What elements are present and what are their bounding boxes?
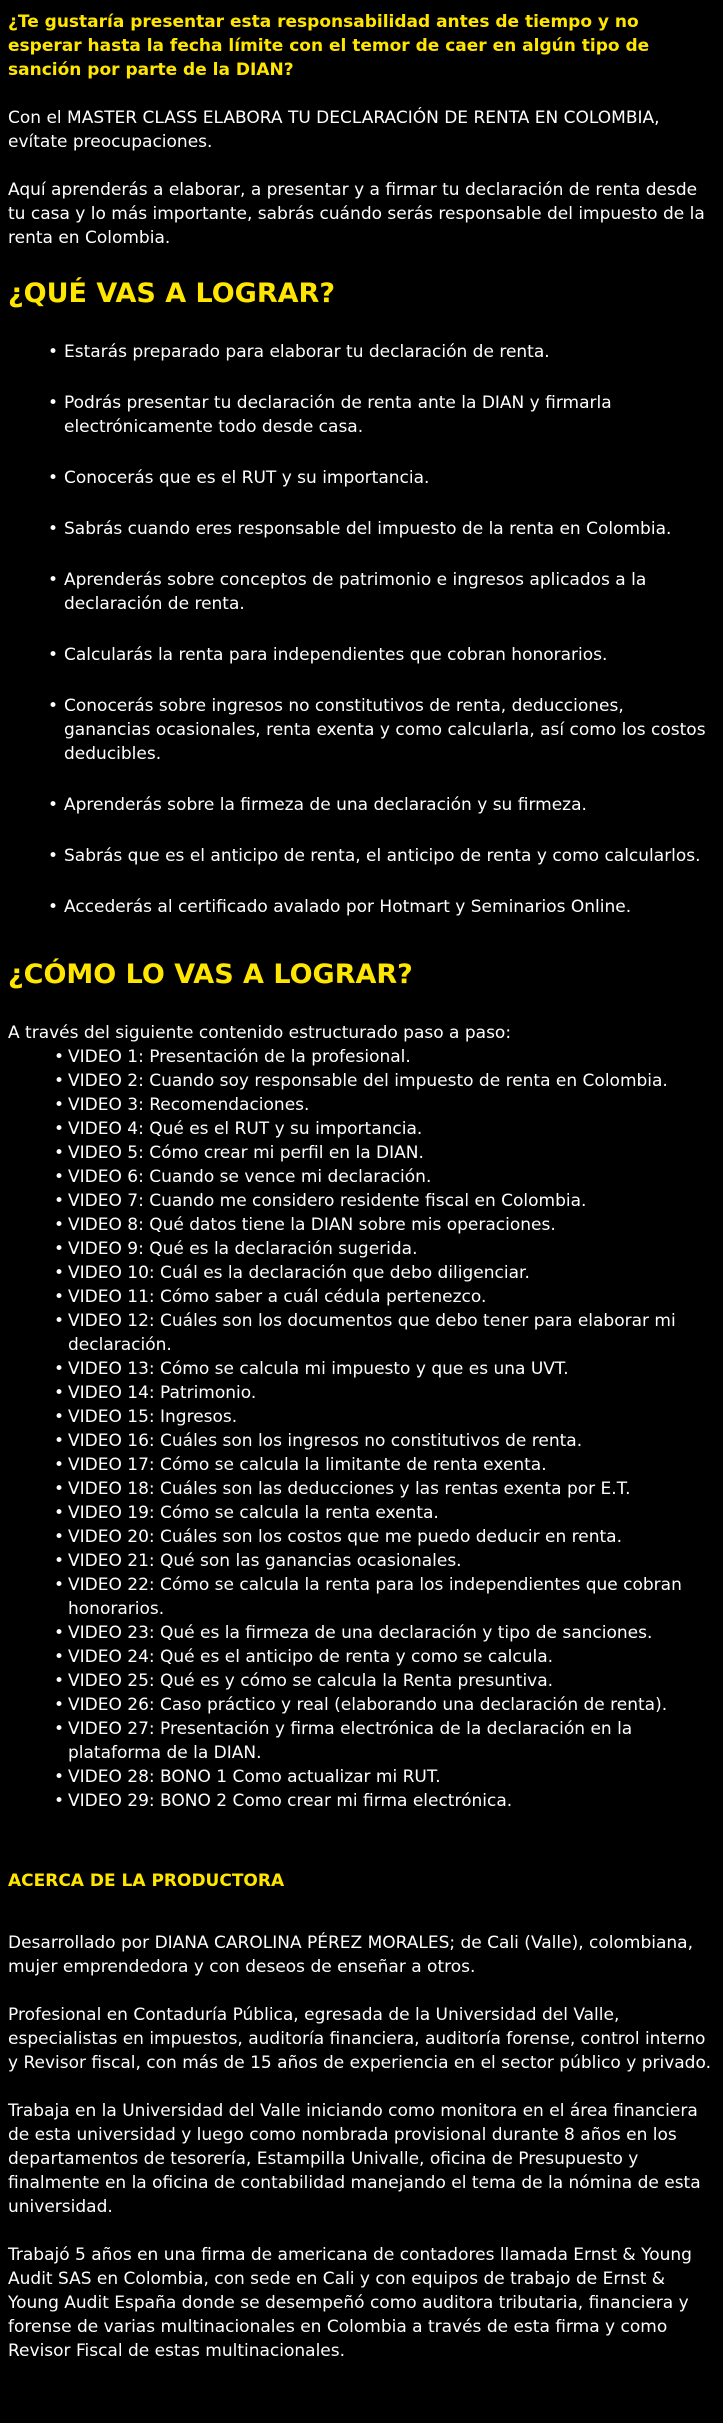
video-item: • VIDEO 3: Recomendaciones.: [54, 1093, 715, 1117]
videos-list: [8, 1045, 715, 1813]
video-item: • VIDEO 11: Cómo saber a cuál cédula pertenezco.: [54, 1285, 715, 1309]
video-item: • VIDEO 15: Ingresos.: [54, 1405, 715, 1429]
video-item: • VIDEO 10: Cuál es la declaración que debo diligenciar.: [54, 1261, 715, 1285]
goal-item: • Aprenderás sobre la firmeza de una declaración y su firmeza.: [48, 793, 715, 817]
video-item: • VIDEO 22: Cómo se calcula la renta para los independientes que cobran honorarios.: [54, 1573, 715, 1621]
video-item: • VIDEO 8: Qué datos tiene la DIAN sobre mis operaciones.: [54, 1213, 715, 1237]
video-item: • VIDEO 17: Cómo se calcula la limitante de renta exenta.: [54, 1453, 715, 1477]
video-item: • VIDEO 29: BONO 2 Como crear mi firma electrónica.: [54, 1789, 715, 1813]
video-item: • VIDEO 19: Cómo se calcula la renta exenta.: [54, 1501, 715, 1525]
video-item: • VIDEO 27: Presentación y firma electrónica de la declaración en la plataforma de la DIAN.: [54, 1717, 715, 1765]
steps-intro: A través del siguiente contenido estructurado paso a paso:: [8, 1023, 512, 1043]
goal-item: • Sabrás cuando eres responsable del impuesto de la renta en Colombia.: [48, 517, 715, 541]
video-item: • VIDEO 26: Caso práctico y real (elaborando una declaración de renta).: [54, 1693, 715, 1717]
goal-item: • Sabrás que es el anticipo de renta, el anticipo de renta y como calcularlos.: [48, 844, 715, 868]
about-paragraph: Desarrollado por DIANA CAROLINA PÉREZ MORALES; de Cali (Valle), colombiana, mujer emprendedora y con deseos de enseñar a otros.: [8, 1933, 693, 1977]
goal-item: • Accederás al certificado avalado por Hotmart y Seminarios Online.: [48, 895, 715, 919]
goal-item: • Aprenderás sobre conceptos de patrimonio e ingresos aplicados a la declaración de renta.: [48, 568, 715, 616]
video-item: • VIDEO 23: Qué es la firmeza de una declaración y tipo de sanciones.: [54, 1621, 715, 1645]
about-heading: ACERCA DE LA PRODUCTORA: [8, 1871, 285, 1891]
goal-item: • Conocerás que es el RUT y su importancia.: [48, 466, 715, 490]
intro-paragraph-1: Con el MASTER CLASS ELABORA TU DECLARACIÓN DE RENTA EN COLOMBIA, evítate preocupaciones.: [8, 108, 660, 152]
goals-list: [8, 340, 715, 919]
video-item: • VIDEO 21: Qué son las ganancias ocasionales.: [54, 1549, 715, 1573]
video-item: • VIDEO 28: BONO 1 Como actualizar mi RUT.: [54, 1765, 715, 1789]
video-item: • VIDEO 2: Cuando soy responsable del impuesto de renta en Colombia.: [54, 1069, 715, 1093]
about-paragraph: Trabajó 5 años en una firma de americana de contadores llamada Ernst & Young Audit SAS en Colombia, con sede en Cali y con equipos de trabajo de Ernst & Young Audit España donde se desempeñó como auditora tributaria, financiera y forense de varias multinacionales en Colombia a través de esta firma y como Revisor Fiscal de estas multinacionales.: [8, 2245, 692, 2361]
video-item: • VIDEO 18: Cuáles son las deducciones y las rentas exenta por E.T.: [54, 1477, 715, 1501]
video-item: • VIDEO 9: Qué es la declaración sugerida.: [54, 1237, 715, 1261]
goal-item: • Estarás preparado para elaborar tu declaración de renta.: [48, 340, 715, 364]
about-section: [8, 1931, 715, 2363]
video-item: • VIDEO 25: Qué es y cómo se calcula la Renta presuntiva.: [54, 1669, 715, 1693]
video-item: • VIDEO 13: Cómo se calcula mi impuesto y que es una UVT.: [54, 1357, 715, 1381]
about-paragraph: Profesional en Contaduría Pública, egresada de la Universidad del Valle, especialistas en impuestos, auditoría financiera, auditoría forense, control interno y Revisor fiscal, con más de 15 años de experiencia en el sector público y privado.: [8, 2005, 711, 2073]
video-item: • VIDEO 6: Cuando se vence mi declaración.: [54, 1165, 715, 1189]
video-item: • VIDEO 12: Cuáles son los documentos que debo tener para elaborar mi declaración.: [54, 1309, 715, 1357]
goal-item: • Calcularás la renta para independientes que cobran honorarios.: [48, 643, 715, 667]
video-item: • VIDEO 5: Cómo crear mi perfil en la DIAN.: [54, 1141, 715, 1165]
video-item: • VIDEO 14: Patrimonio.: [54, 1381, 715, 1405]
steps-heading: ¿CÓMO LO VAS A LOGRAR?: [8, 959, 413, 990]
video-item: • VIDEO 20: Cuáles son los costos que me puedo deducir en renta.: [54, 1525, 715, 1549]
about-paragraph: Trabaja en la Universidad del Valle iniciando como monitora en el área financiera de esta universidad y luego como nombrada provisional durante 8 años en los departamentos de tesorería, Estampilla Univalle, oficina de Presupuesto y finalmente en la oficina de contabilidad manejando el tema de la nómina de esta universidad.: [8, 2101, 701, 2217]
video-item: • VIDEO 24: Qué es el anticipo de renta y como se calcula.: [54, 1645, 715, 1669]
goals-heading: ¿QUÉ VAS A LOGRAR?: [8, 278, 335, 309]
goal-item: • Conocerás sobre ingresos no constitutivos de renta, deducciones, ganancias ocasionales, renta exenta y como calcularla, así como los costos deducibles.: [48, 694, 715, 766]
video-item: • VIDEO 7: Cuando me considero residente fiscal en Colombia.: [54, 1189, 715, 1213]
intro-paragraph-2: Aquí aprenderás a elaborar, a presentar y a firmar tu declaración de renta desde tu casa y lo más importante, sabrás cuándo serás responsable del impuesto de la renta en Colombia.: [8, 180, 705, 248]
video-item: • VIDEO 4: Qué es el RUT y su importancia.: [54, 1117, 715, 1141]
goal-item: • Podrás presentar tu declaración de renta ante la DIAN y firmarla electrónicamente todo desde casa.: [48, 391, 715, 439]
intro-question: ¿Te gustaría presentar esta responsabilidad antes de tiempo y no esperar hasta la fecha límite con el temor de caer en algún tipo de sanción por parte de la DIAN?: [8, 12, 650, 80]
video-item: • VIDEO 16: Cuáles son los ingresos no constitutivos de renta.: [54, 1429, 715, 1453]
video-item: • VIDEO 1: Presentación de la profesional.: [54, 1045, 715, 1069]
